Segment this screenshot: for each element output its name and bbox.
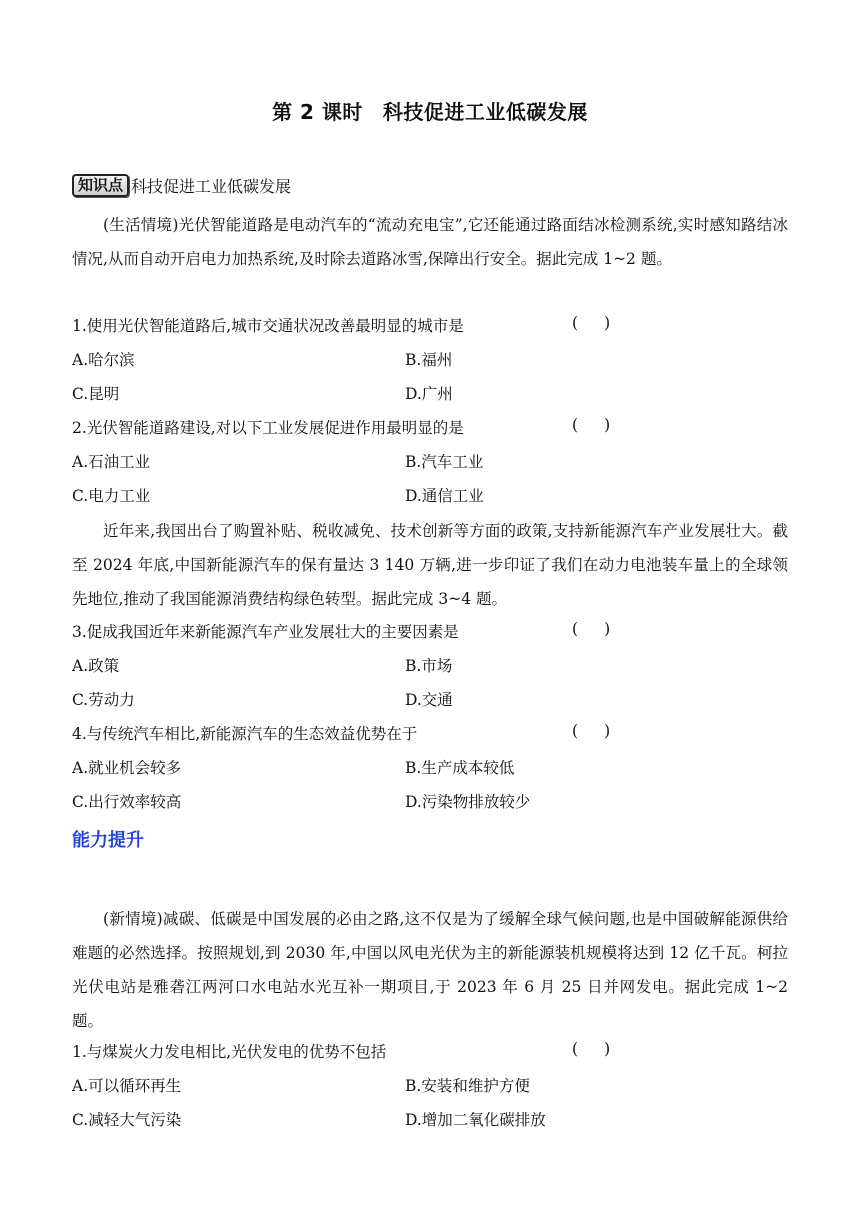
- question-3-stem: 3.促成我国近年来新能源汽车产业发展壮大的主要因素是: [72, 623, 459, 641]
- option-c: C.出行效率较高: [72, 793, 182, 811]
- passage-3: (新情境)减碳、低碳是中国发展的必由之路,这不仅是为了缓解全球气候问题,也是中国破解能源供给难题的必然选择。按照规划,到 2030 年,中国以风电光伏为主的新能源装机规模将达到 12 亿千瓦。柯拉光伏电站是雅砻江两河口水电站水光互补一期项目,于 2023 年 6 月 25 日并网发电。据此完成 1~2 题。: [72, 910, 788, 1030]
- question-1-stem: 1.使用光伏智能道路后,城市交通状况改善最明显的城市是: [72, 317, 464, 335]
- knowledge-point-heading: 科技促进工业低碳发展: [131, 176, 292, 196]
- passage-2: 近年来,我国出台了购置补贴、税收减免、技术创新等方面的政策,支持新能源汽车产业发展壮大。截至 2024 年底,中国新能源汽车的保有量达 3 140 万辆,进一步印证了我们在动力电池装车量上的全球领先地位,推动了我国能源消费结构绿色转型。据此完成 3~4 题。: [72, 522, 788, 608]
- option-c: C.减轻大气污染: [72, 1111, 182, 1129]
- answer-blank[interactable]: ( ): [572, 416, 611, 434]
- option-b: B.生产成本较低: [405, 759, 515, 777]
- lesson-number: 第 2 课时: [272, 100, 363, 124]
- passage-1: (生活情境)光伏智能道路是电动汽车的“流动充电宝”,它还能通过路面结冰检测系统,实时感知路结冰情况,从而自动开启电力加热系统,及时除去道路冰雪,保障出行安全。据此完成 1~2 题。: [72, 216, 788, 268]
- answer-blank[interactable]: ( ): [572, 314, 611, 332]
- option-a: A.哈尔滨: [72, 351, 135, 369]
- lesson-title: 科技促进工业低碳发展: [382, 100, 588, 124]
- option-d: D.增加二氧化碳排放: [405, 1111, 546, 1129]
- option-a: A.可以循环再生: [72, 1077, 182, 1095]
- section-heading: 能力提升: [72, 830, 144, 851]
- option-d: D.污染物排放较少: [405, 793, 531, 811]
- knowledge-point-badge: 知识点: [72, 174, 129, 197]
- option-c: C.昆明: [72, 385, 120, 403]
- option-d: D.交通: [405, 691, 453, 709]
- page-title: [0, 96, 860, 125]
- option-a: A.政策: [72, 657, 120, 675]
- option-c: C.劳动力: [72, 691, 135, 709]
- question-2-stem: 2.光伏智能道路建设,对以下工业发展促进作用最明显的是: [72, 419, 464, 437]
- option-a: A.就业机会较多: [72, 759, 182, 777]
- option-b: B.福州: [405, 351, 453, 369]
- question-4-stem: 4.与传统汽车相比,新能源汽车的生态效益优势在于: [72, 725, 418, 743]
- option-d: D.广州: [405, 385, 453, 403]
- option-b: B.安装和维护方便: [405, 1077, 530, 1095]
- answer-blank[interactable]: ( ): [572, 620, 611, 638]
- question-5-stem: 1.与煤炭火力发电相比,光伏发电的优势不包括: [72, 1043, 387, 1061]
- option-c: C.电力工业: [72, 487, 151, 505]
- option-d: D.通信工业: [405, 487, 484, 505]
- option-b: B.汽车工业: [405, 453, 484, 471]
- option-a: A.石油工业: [72, 453, 151, 471]
- answer-blank[interactable]: ( ): [572, 722, 611, 740]
- answer-blank[interactable]: ( ): [572, 1040, 611, 1058]
- knowledge-point-header: [72, 173, 291, 197]
- option-b: B.市场: [405, 657, 453, 675]
